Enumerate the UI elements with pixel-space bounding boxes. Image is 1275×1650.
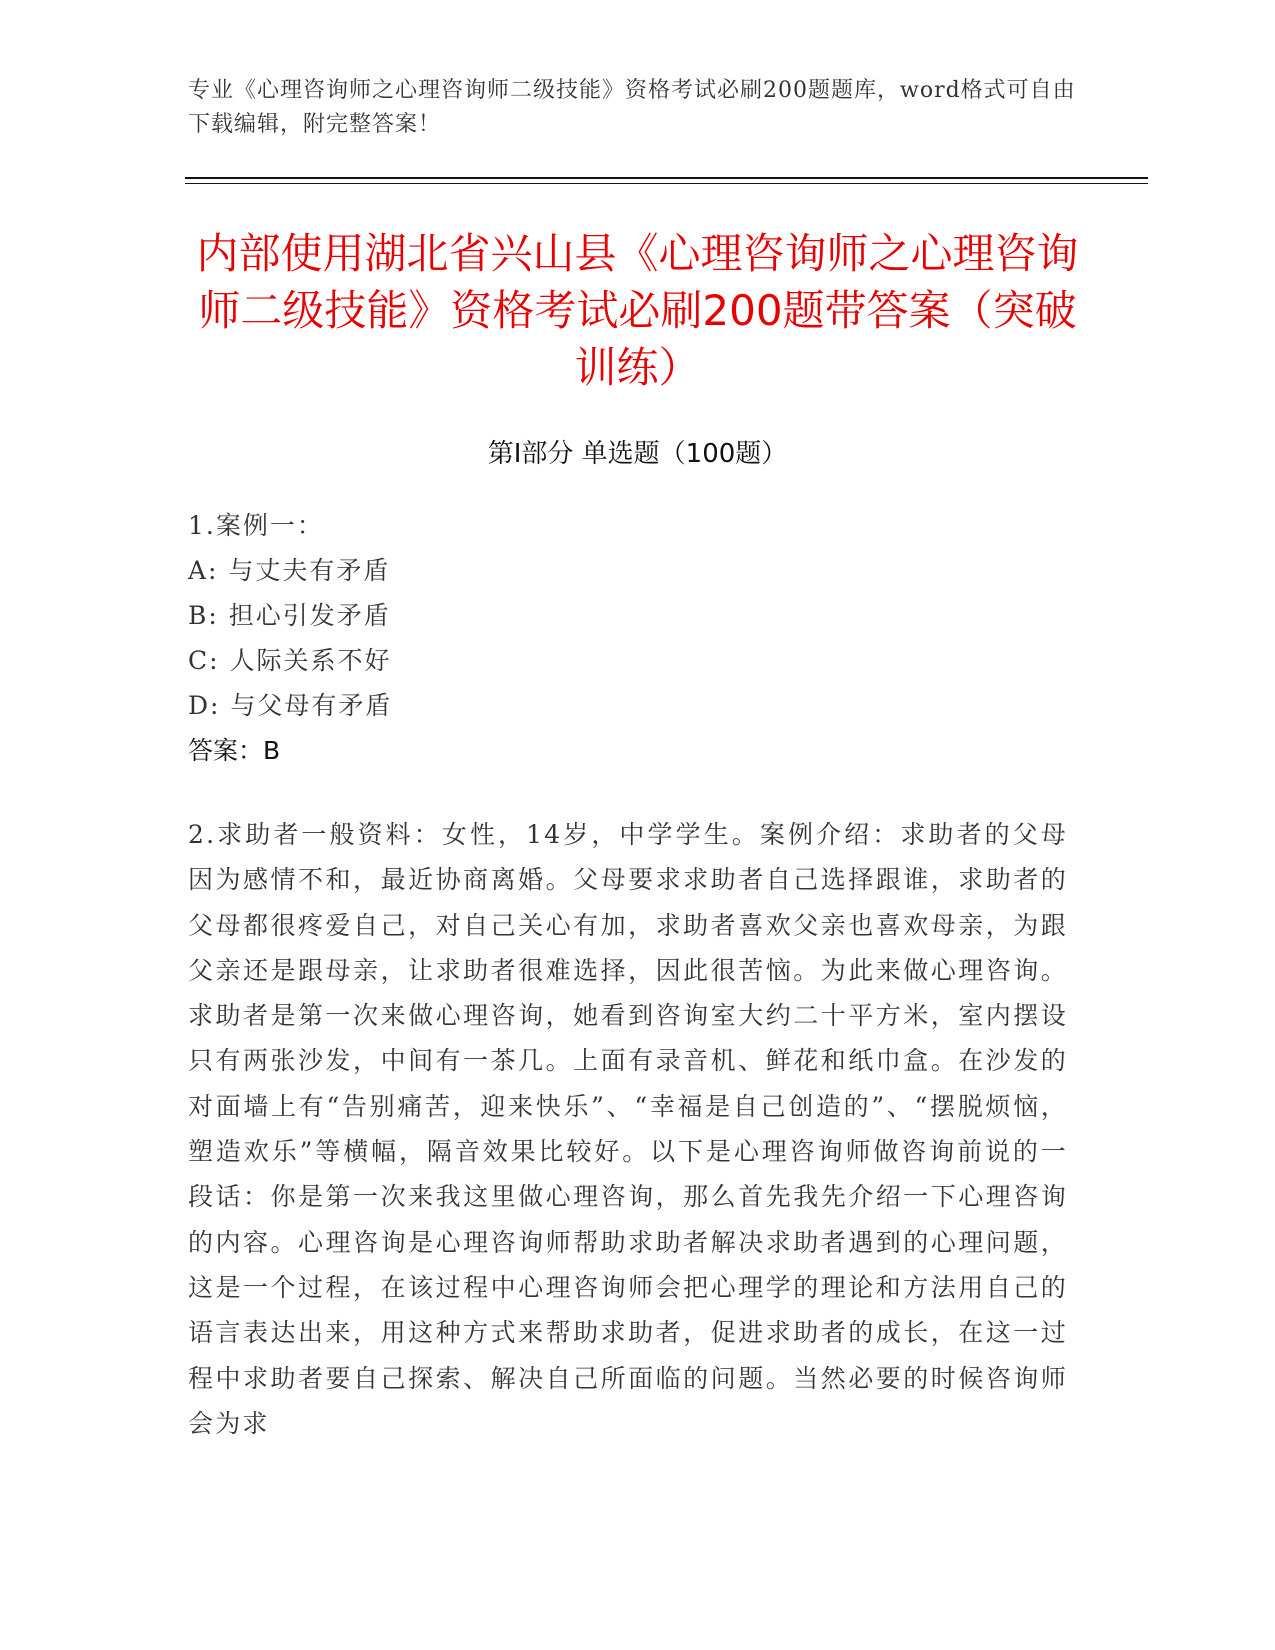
header-divider-thick bbox=[185, 177, 1148, 179]
header-note: 专业《心理咨询师之心理咨询师二级技能》资格考试必刷200题题库，word格式可自由下载编辑，附完整答案！ bbox=[188, 78, 1076, 137]
question-stem: 2.求助者一般资料：女性，14岁，中学学生。案例介绍：求助者的父母因为感情不和，最近协商离婚。父母要求求助者自己选择跟谁，求助者的父母都很疼爱自己，对自己关心有加，求助者喜欢父亲也喜欢母亲，为跟父亲还是跟母亲，让求助者很难选择，因此很苦恼。为此来做心理咨询。求助者是第一次来做心理咨询，她看到咨询室大约二十平方米，室内摆设只有两张沙发，中间有一茶几。上面有录音机、鲜花和纸巾盒。在沙发的对面墙上有“告别痛苦，迎来快乐”、“幸福是自己创造的”、“摆脱烦恼，塑造欢乐”等横幅，隔音效果比较好。以下是心理咨询师做咨询前说的一段话：你是第一次来我这里做心理咨询，那么首先我先介绍一下心理咨询的内容。心理咨询是心理咨询师帮助求助者解决求助者遇到的心理问题，这是一个过程，在该过程中心理咨询师会把心理学的理论和方法用自己的语言表达出来，用这种方式来帮助求助者，促进求助者的成长，在这一过程中求助者要自己探索、解决自己所面临的问题。当然必要的时候咨询师会为求 bbox=[188, 820, 1068, 1438]
question-1 bbox=[188, 503, 1068, 773]
document-title: 内部使用湖北省兴山县《心理咨询师之心理咨询师二级技能》资格考试必刷200题带答案（突破训练） bbox=[196, 229, 1079, 392]
option-a: A: 与丈夫有矛盾 bbox=[188, 556, 391, 585]
option-b: B: 担心引发矛盾 bbox=[188, 601, 391, 630]
section-heading: 第Ⅰ部分 单选题（100题） bbox=[487, 439, 788, 469]
question-stem: 1.案例一： bbox=[188, 511, 324, 540]
option-c: C: 人际关系不好 bbox=[188, 646, 392, 675]
answer-label: 答案：B bbox=[188, 736, 281, 765]
option-d: D: 与父母有矛盾 bbox=[188, 691, 393, 720]
header-divider-thin bbox=[185, 183, 1148, 184]
question-2 bbox=[188, 812, 1068, 1446]
